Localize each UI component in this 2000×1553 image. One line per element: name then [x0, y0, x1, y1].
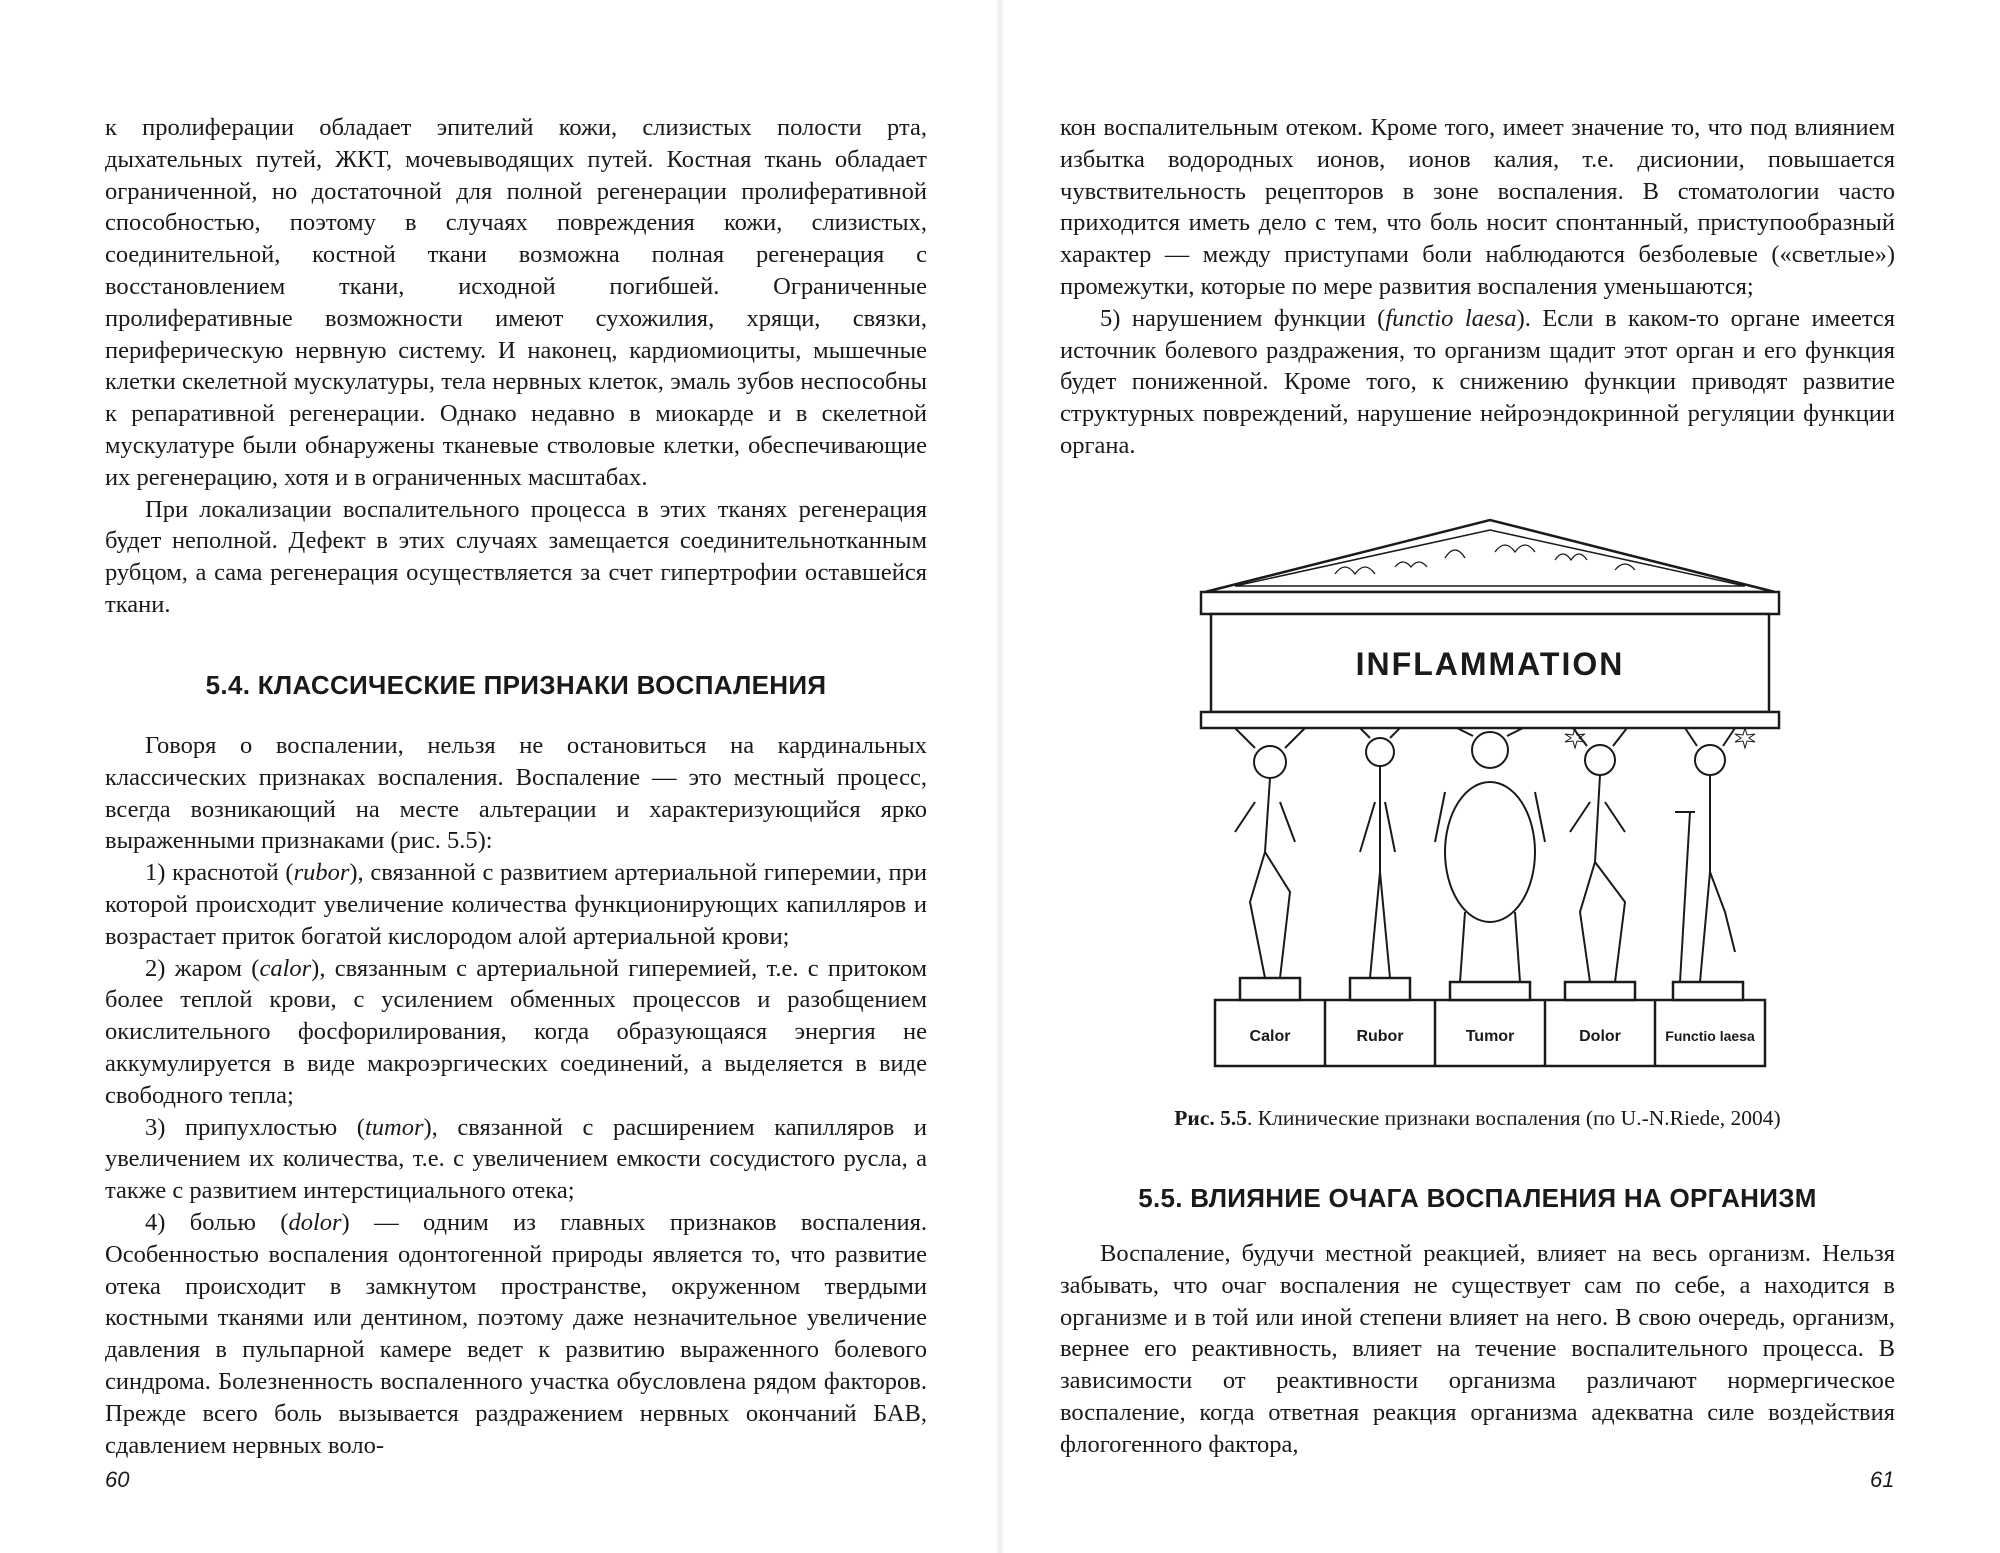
pedestal-label-calor: Calor	[1249, 1028, 1291, 1045]
paragraph: кон воспалительным отеком. Кроме того, имеет значение то, что под влиянием избытка водородных ионов, ионов калия, т.е. дисионии, повышается чувствительность рецепторов в зоне воспаления. В стоматологии часто приходится иметь дело с тем, что боль носит спонтанный, приступообразный характер — между приступами боли наблюдаются безболевые («светлые») промежутки, которые по мере развития воспаления уменьшаются;	[1060, 114, 1895, 300]
pedestal-label-dolor: Dolor	[1579, 1028, 1621, 1045]
paragraph: Воспаление, будучи местной реакцией, влияет на весь организм. Нельзя забывать, что очаг воспаления не существует сам по себе, а находится в организме и в той или иной степени влияет на него. В свою очередь, организм, вернее его реактивность, влияет на течение воспалительного процесса. В зависимости от реактивности организма различают нормергическое воспаление, когда ответная реакция организма адекватна силе воздействия флогогенного фактора,	[1060, 1240, 1895, 1458]
paragraph: При локализации воспалительного процесса в этих тканях регенерация будет неполной. Дефект в этих случаях замещается соединительнотканным рубцом, а сама регенерация осуществляется за счет гипертрофии оставшейся ткани.	[105, 495, 927, 618]
left-text-top	[105, 112, 927, 621]
figure-title: INFLAMMATION	[1355, 646, 1625, 682]
figure-caption: Рис. 5.5. Клинические признаки воспаления (по U.-N.Riede, 2004)	[1174, 1106, 1781, 1130]
list-item: 4) болью (dolor) — одним из главных признаков воспаления. Особенностью воспаления одонтогенной природы является то, что развитие отека происходит в замкнутом пространстве, окруженном твердыми костными тканями или дентином, поэтому даже незначительное увеличение давления в пульпарной камере ведет к развитию выраженного болевого синдрома. Болезненность воспаленного участка обусловлена рядом факторов. Прежде всего боль вызывается раздражением нервных окончаний БАВ, сдавлением нервных воло-	[105, 1208, 927, 1459]
pedestal-label-tumor: Tumor	[1465, 1028, 1515, 1045]
right-text-top	[1060, 112, 1895, 462]
list-item: 3) припухлостью (tumor), связанной с расширением капилляров и увеличением их количества, т.е. с увеличением емкости сосудистого русла, а также с развитием интерстициального отека;	[105, 1113, 928, 1205]
right-text-bottom	[1060, 1238, 1895, 1461]
paragraph: Говоря о воспалении, нельзя не остановиться на кардинальных классических признаках воспаления. Воспаление — это местный процесс, всегда возникающий на месте альтерации и характеризующийся ярко выраженными признаками (рис. 5.5):	[105, 732, 927, 855]
list-item: 1) краснотой (rubor), связанной с развитием артериальной гиперемии, при которой происходит увеличение количества функционирующих капилляров и возрастает приток богатой кислородом алой артериальной крови;	[105, 859, 927, 950]
paragraph: к пролиферации обладает эпителий кожи, слизистых полости рта, дыхательных путей, ЖКТ, мочевыводящих путей. Костная ткань обладает ограниченной, но достаточной для полной регенерации пролиферативной способностью, поэтому в случаях повреждения кожи, слизистых, соединительной, костной ткани возможна полная регенерация с восстановлением ткани, исходной погибшей. Ограниченные пролиферативные возможности имеют сухожилия, хрящи, связки, периферическую нервную систему. И наконец, кардиомиоциты, мышечные клетки скелетной мускулатуры, тела нервных клеток, эмаль зубов неспособны к репаративной регенерации. Однако недавно в миокарде и в скелетной мускулатуре были обнаружены тканевые стволовые клетки, обеспечивающие их регенерацию, хотя и в ограниченных масштабах.	[105, 114, 927, 491]
section-heading-5-4: 5.4. КЛАССИЧЕСКИЕ ПРИЗНАКИ ВОСПАЛЕНИЯ	[205, 670, 827, 700]
inflammation-temple-figure	[1195, 512, 1785, 1072]
pedestal-label-functio-laesa: Functio laesa	[1665, 1028, 1755, 1044]
page-number: 60	[105, 1467, 130, 1492]
temple-illustration	[1195, 512, 1785, 1072]
list-item: 5) нарушением функции (functio laesa). Если в каком-то органе имеется источник болевого раздражения, то организм щадит этот орган и его функция будет пониженной. Кроме того, к снижению функции приводят развитие структурных повреждений, нарушение нейроэндокринной регуляции функции органа.	[1060, 304, 1896, 459]
right-page	[1000, 0, 2000, 1553]
pedestal-label-rubor: Rubor	[1356, 1028, 1404, 1045]
section-heading-5-5: 5.5. ВЛИЯНИЕ ОЧАГА ВОСПАЛЕНИЯ НА ОРГАНИЗМ	[1138, 1183, 1817, 1213]
left-text-bottom	[105, 730, 927, 1461]
list-item: 2) жаром (calor), связанным с артериальной гиперемией, т.е. с притоком более теплой крови, с усилением обменных процессов и разобщением окислительного фосфорилирования, когда образующаяся энергия не аккумулируется в виде макроэргических соединений, а выделяется в виде свободного тепла;	[105, 954, 927, 1109]
page-number: 61	[1870, 1467, 1895, 1492]
